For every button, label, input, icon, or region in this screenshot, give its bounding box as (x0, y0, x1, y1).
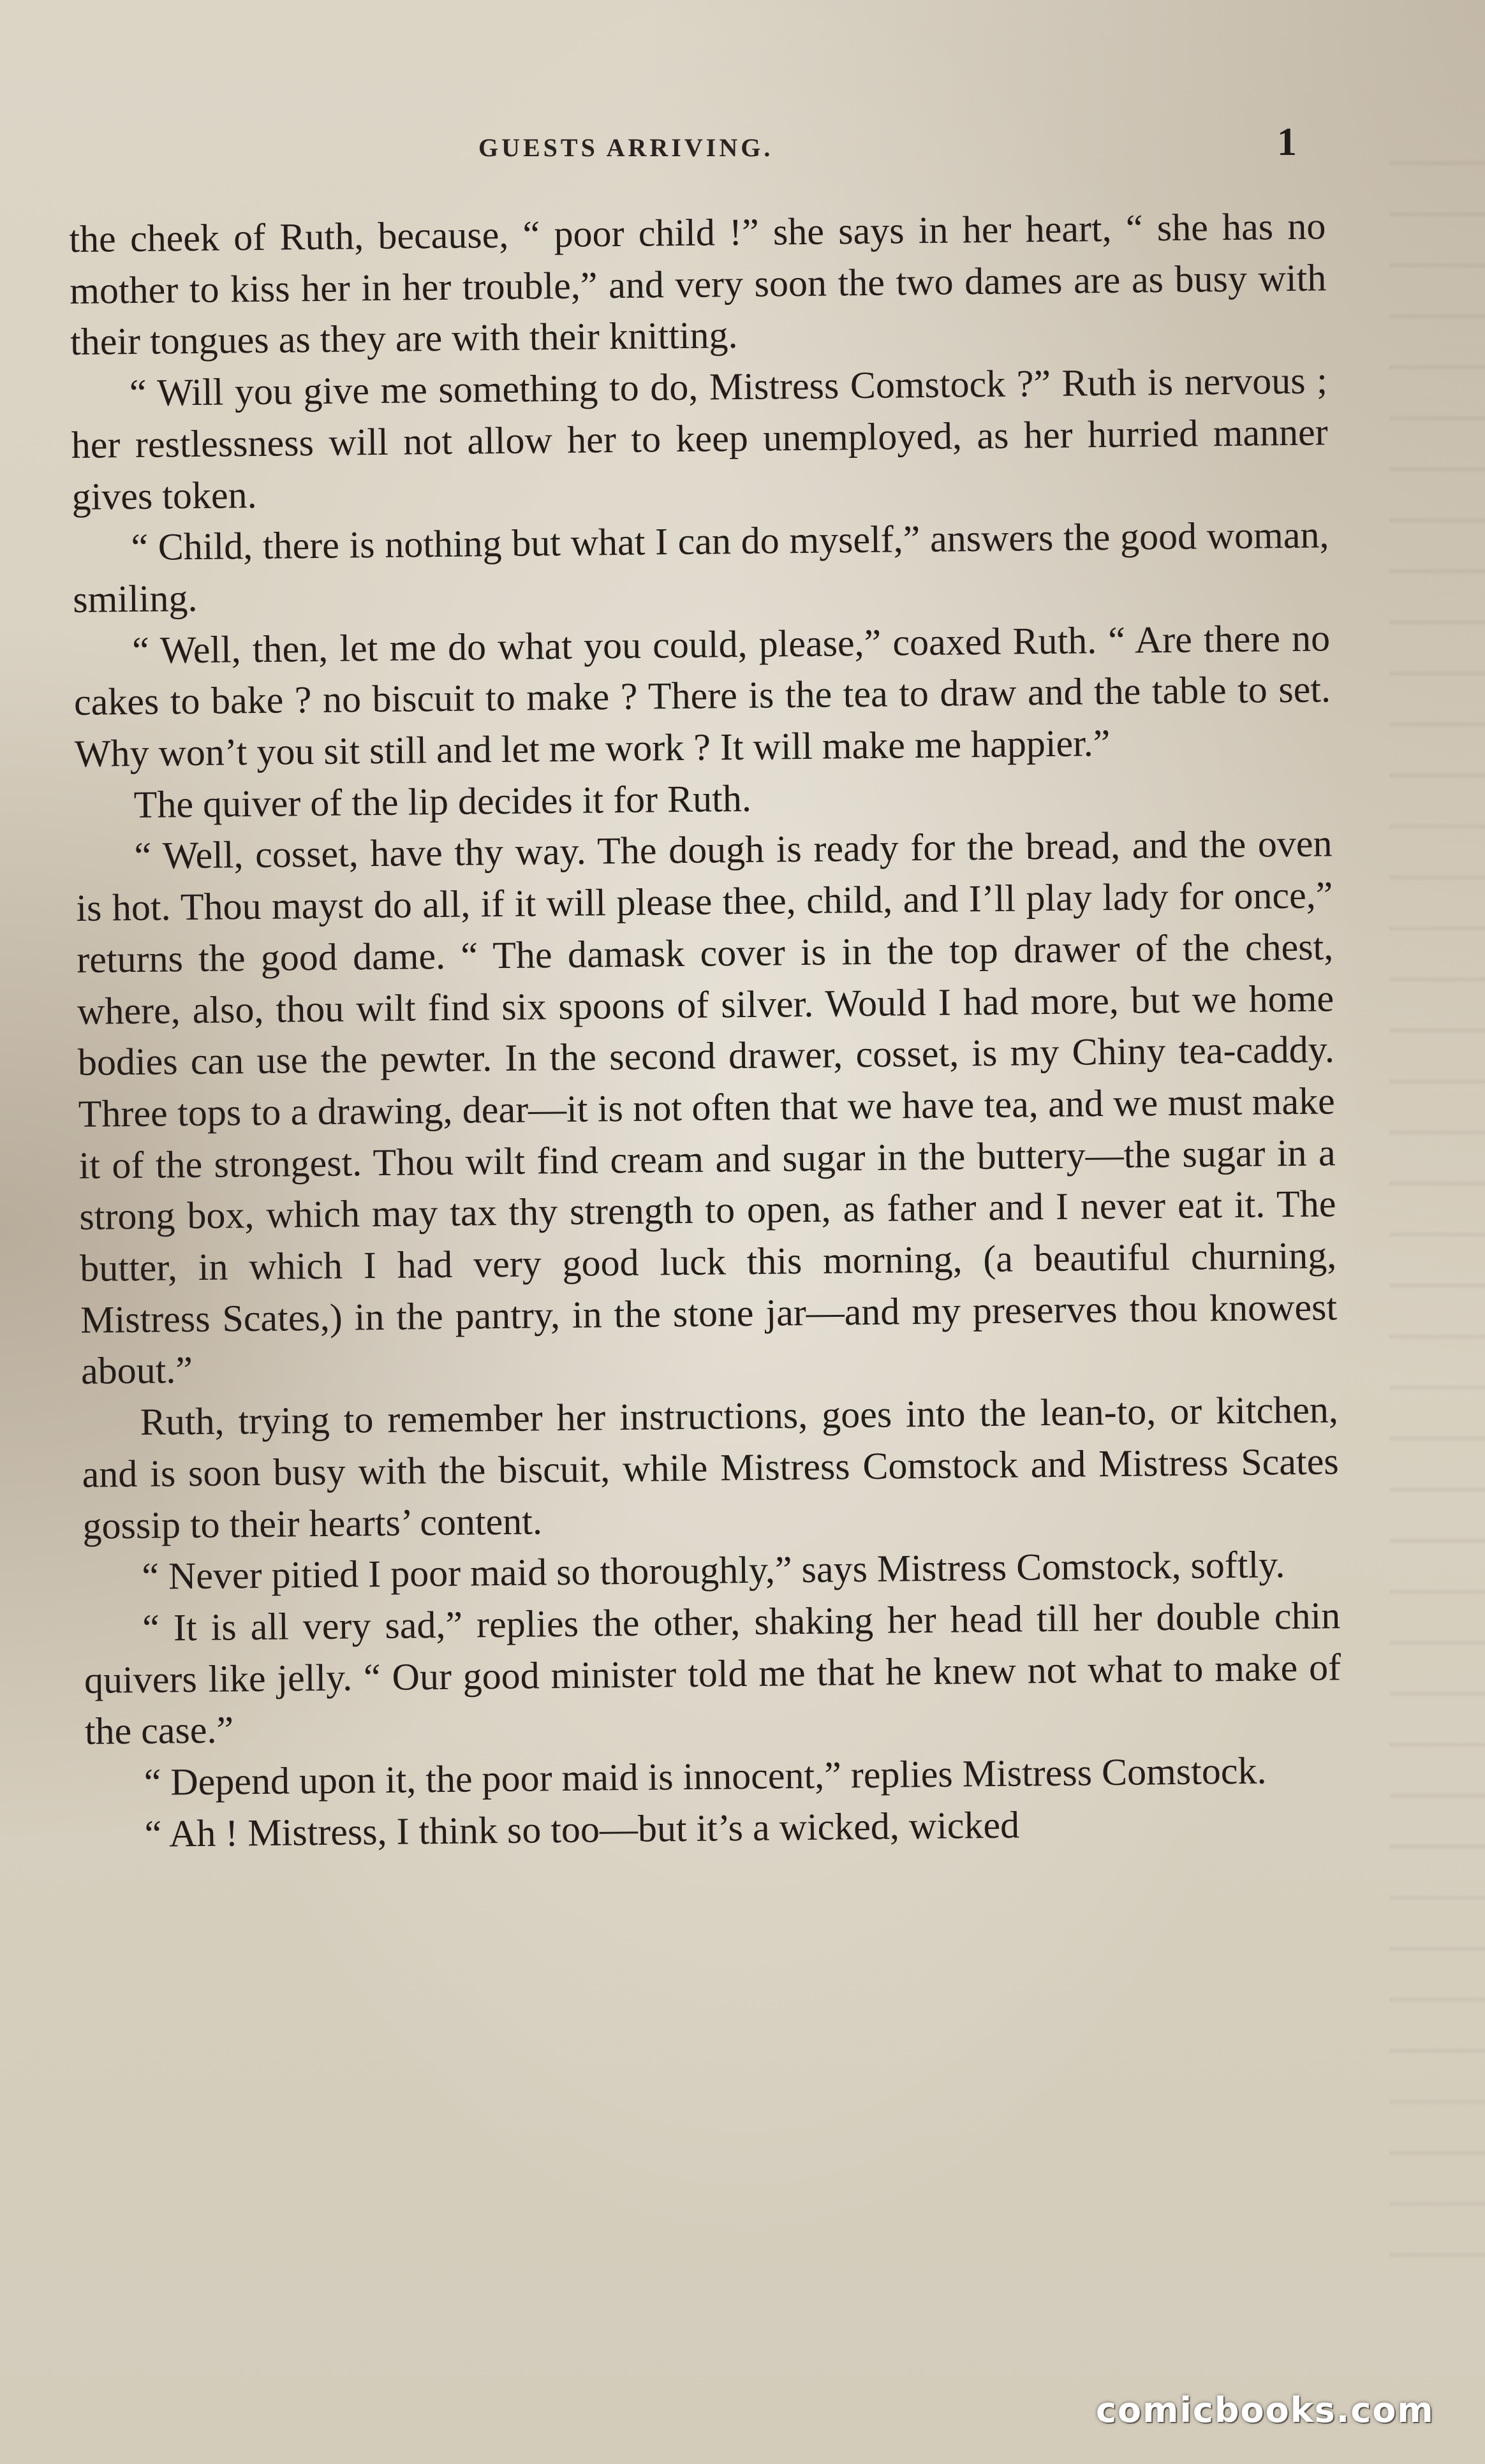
running-head: GUESTS ARRIVING. (478, 133, 774, 162)
page-header (0, 121, 1485, 177)
paragraph: “ Well, cosset, have thy way. The dough is ready for the bread, and the oven is hot. Thou mayst do all, if it will please thee, child, and I’ll play lady for once,” returns the good dame. “ The damask cover is in the top drawer of the chest, where, also, thou wilt find six spoons of silver. Would I had more, but we home bodies can use the pewter. In the second drawer, cosset, is my Chiny tea-caddy. Three tops to a drawing, dear—it is not often that we have tea, and we must make it of the strongest. Thou wilt find cream and sugar in the buttery—the sugar in a strong box, which may tax thy strength to open, as father and I never eat it. The butter, in which I had very good luck this morning, (a beautiful churning, Mistress Scates,) in the pantry, in the stone jar—and my preserves thou knowest about.” (76, 822, 1338, 1393)
paragraph: “ Never pitied I poor maid so thoroughly,” says Mistress Comstock, softly. (142, 1543, 1285, 1598)
paragraph: “ Will you give me something to do, Mistress Comstock ?” Ruth is nervous ; her restlessness will not allow her to keep unemployed, as her hurried manner gives token. (71, 359, 1329, 518)
paragraph: “ Child, there is nothing but what I can do myself,” answers the good woman, smiling. (72, 513, 1329, 620)
body-text (69, 200, 1343, 1860)
paragraph: “ Depend upon it, the poor maid is innocent,” replies Mistress Comstock. (144, 1749, 1267, 1803)
paragraph: The quiver of the lip decides it for Ruth. (133, 777, 752, 826)
bleed-through-texture (1389, 128, 1485, 2296)
watermark: comicbooks.com (1096, 2390, 1435, 2430)
paragraph: the cheek of Ruth, because, “ poor child !” she says in her heart, “ she has no mother to kiss her in her trouble,” and very soon the two dames are as busy with their tongues as they are with their knitting. (69, 205, 1327, 363)
paragraph: “ Well, then, let me do what you could, please,” coaxed Ruth. “ Are there no cakes to bake ? no biscuit to make ? There is the tea to draw and the table to set. Why won’t you sit still and let me work ? It will make me happier.” (73, 616, 1331, 775)
paragraph: Ruth, trying to remember her instructions, goes into the lean-to, or kitchen, and is soon busy with the biscuit, while Mistress Comstock and Mistress Scates gossip to their hearts’ content. (82, 1388, 1339, 1547)
paragraph: “ Ah ! Mistress, I think so too—but it’s a wicked, wicked (144, 1803, 1020, 1855)
paragraph: “ It is all very sad,” replies the other, shaking her head till her double chin quivers like jelly. “ Our good minister told me that he knew not what to make of the case.” (84, 1594, 1341, 1753)
page-number: 1 (1277, 121, 1297, 164)
